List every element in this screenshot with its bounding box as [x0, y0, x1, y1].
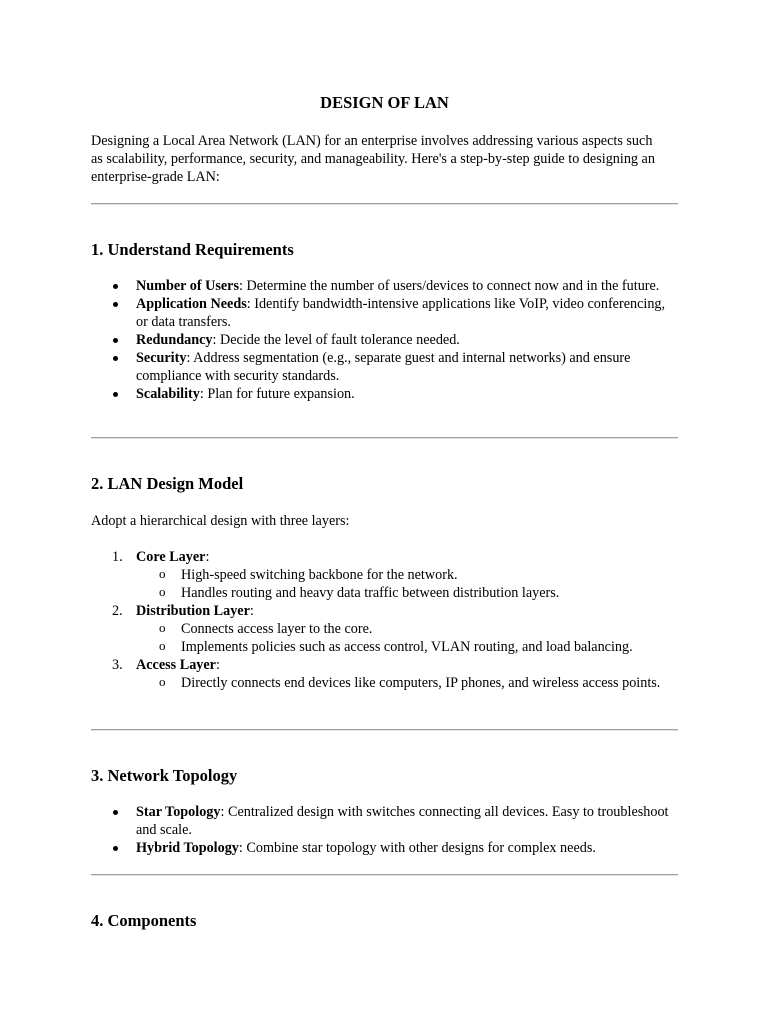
circle-bullet-icon: o — [159, 620, 166, 635]
topology-list — [91, 803, 678, 857]
design-model-paragraph: Adopt a hierarchical design with three layers: — [91, 513, 350, 529]
list-number: 3. — [112, 657, 123, 673]
horizontal-rule — [91, 729, 678, 731]
list-item — [91, 839, 678, 857]
bullet-icon — [113, 846, 118, 851]
list-item — [91, 803, 678, 839]
list-item-term: Access Layer — [136, 657, 216, 673]
sub-list-item-text: High-speed switching backbone for the network. — [181, 567, 458, 583]
section-heading-topology: 3. Network Topology — [91, 766, 238, 785]
list-item-text: : Identify bandwidth-intensive applications like VoIP, video conferencing, or data transfers. — [136, 296, 666, 330]
list-item-term: Hybrid Topology — [136, 840, 239, 856]
sub-list-item — [136, 638, 678, 656]
list-item-text: : — [249, 603, 254, 619]
list-item-text: : Address segmentation (e.g., separate guest and internal networks) and ensure compliance with security standards. — [136, 350, 631, 384]
list-item-text: : Decide the level of fault tolerance needed. — [212, 332, 460, 348]
bullet-icon — [113, 302, 118, 307]
list-item-text: : Centralized design with switches connecting all devices. Easy to troubleshoot and scale. — [136, 804, 669, 838]
sub-list-item-text: Implements policies such as access control, VLAN routing, and load balancing. — [181, 639, 633, 655]
list-item-term: Scalability — [136, 386, 200, 402]
list-item-term: Number of Users — [136, 278, 239, 294]
requirements-list — [91, 277, 678, 403]
list-item-text: : Determine the number of users/devices to connect now and in the future. — [238, 278, 660, 294]
list-item-term: Star Topology — [136, 804, 221, 820]
list-item — [91, 331, 678, 349]
sub-list-item — [136, 584, 678, 602]
sub-list-item-text: Directly connects end devices like computers, IP phones, and wireless access points. — [181, 675, 661, 691]
list-item — [91, 602, 678, 656]
list-item — [91, 548, 678, 602]
sub-list-item — [136, 620, 678, 638]
list-item — [91, 656, 678, 692]
sub-list-item-text: Connects access layer to the core. — [181, 621, 373, 637]
sub-list — [136, 566, 678, 602]
list-item — [91, 295, 678, 331]
list-item-term: Application Needs — [136, 296, 247, 312]
sub-list-item — [136, 566, 678, 584]
horizontal-rule — [91, 203, 678, 205]
list-item-text: : — [205, 549, 210, 565]
list-item-term: Distribution Layer — [136, 603, 250, 619]
bullet-icon — [113, 284, 118, 289]
section-heading-design-model: 2. LAN Design Model — [91, 474, 244, 493]
horizontal-rule — [91, 874, 678, 876]
bullet-icon — [113, 338, 118, 343]
list-item-term: Redundancy — [136, 332, 213, 348]
list-number: 2. — [112, 603, 123, 619]
intro-paragraph: Designing a Local Area Network (LAN) for an enterprise involves addressing various aspects such as scalability, performance, security, and manageability. Here's a step-by-step guide to designing an enterprise-grade LAN: — [91, 133, 655, 185]
section-heading-components: 4. Components — [91, 911, 197, 930]
sub-list-item-text: Handles routing and heavy data traffic between distribution layers. — [181, 585, 560, 601]
list-item-text: : Plan for future expansion. — [199, 386, 355, 402]
circle-bullet-icon: o — [159, 584, 166, 599]
list-item-term: Core Layer — [136, 549, 206, 565]
list-number: 1. — [112, 549, 123, 565]
sub-list — [136, 620, 678, 656]
document-title: DESIGN OF LAN — [320, 93, 449, 112]
horizontal-rule — [91, 437, 678, 439]
list-item — [91, 385, 678, 403]
bullet-icon — [113, 392, 118, 397]
sub-list — [136, 674, 678, 692]
list-item-text: : Combine star topology with other designs for complex needs. — [238, 840, 596, 856]
circle-bullet-icon: o — [159, 566, 166, 581]
bullet-icon — [113, 356, 118, 361]
sub-list-item — [136, 674, 678, 692]
list-item-text: : — [215, 657, 220, 673]
list-item-term: Security — [136, 350, 187, 366]
list-item — [91, 349, 678, 385]
section-heading-requirements: 1. Understand Requirements — [91, 240, 294, 259]
bullet-icon — [113, 810, 118, 815]
circle-bullet-icon: o — [159, 638, 166, 653]
circle-bullet-icon: o — [159, 674, 166, 689]
list-item — [91, 277, 678, 295]
layer-list — [91, 548, 678, 692]
